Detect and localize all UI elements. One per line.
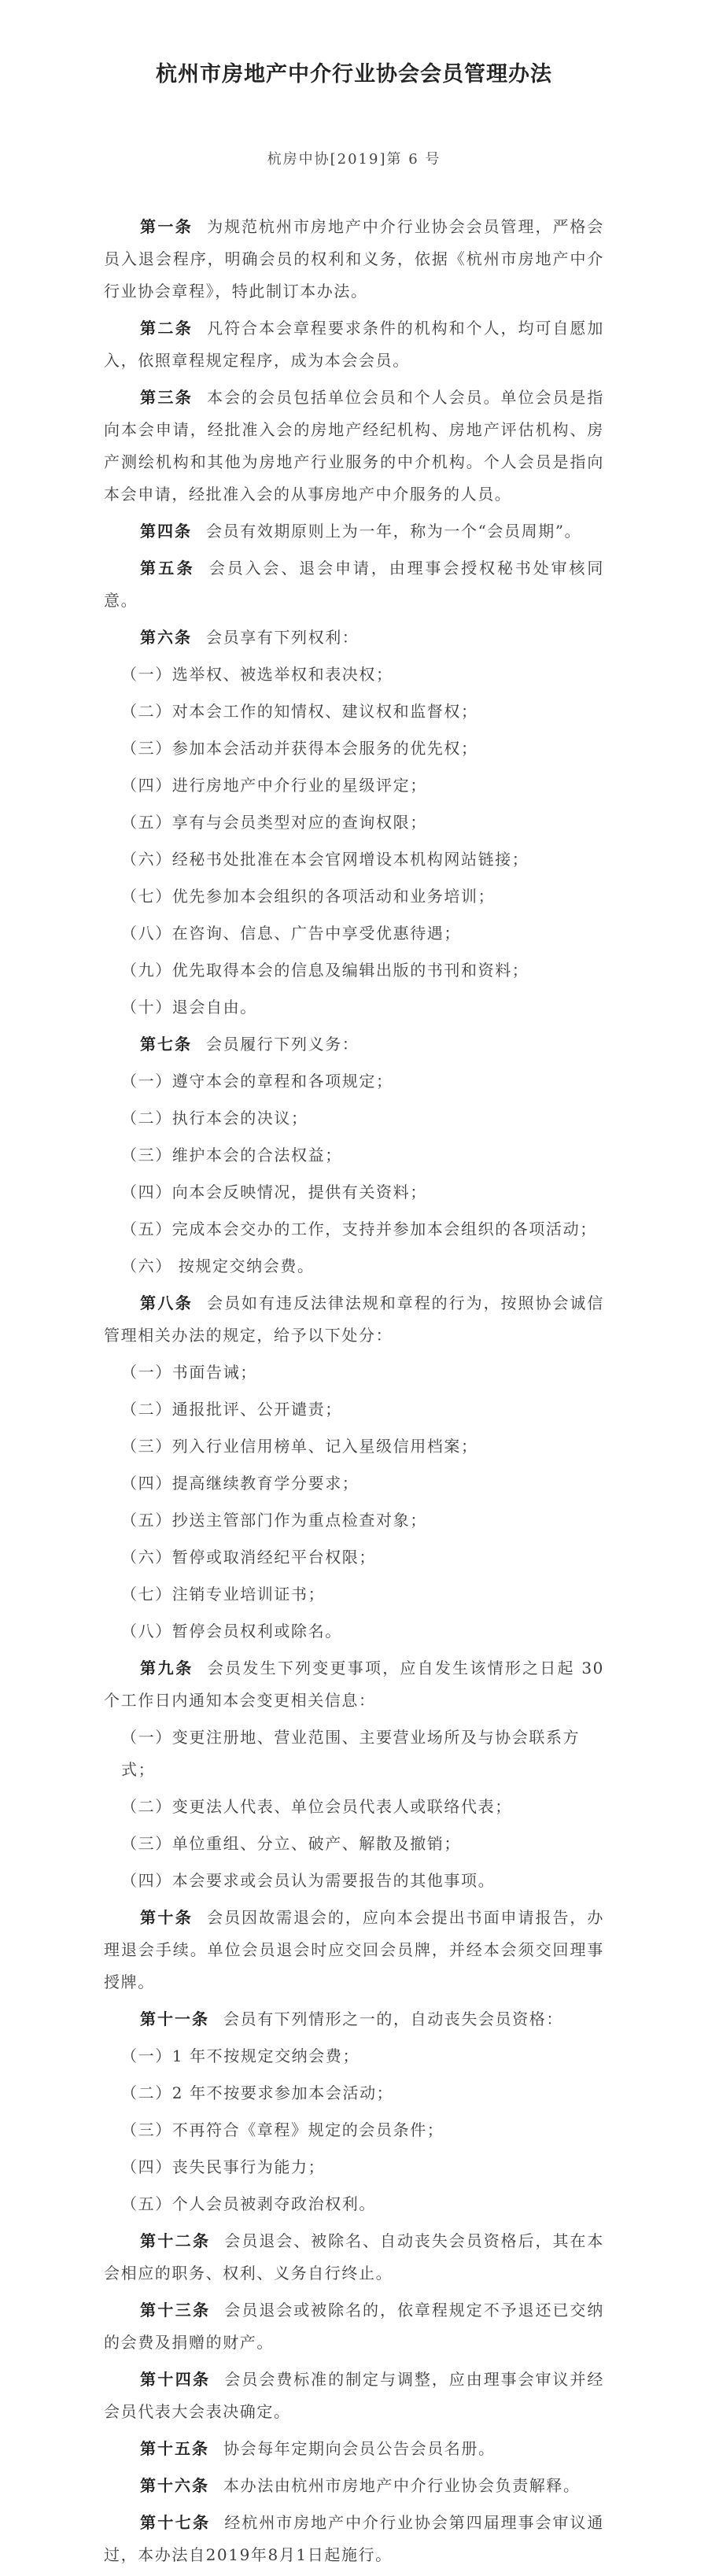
list-item: （一）书面告诫；: [121, 1363, 257, 1382]
article-text: 会员退会、被除名、自动丧失会员资格后，其在本会相应的职务、权利、义务自行终止。: [104, 2231, 605, 2283]
article-label: 第十七条: [140, 2513, 211, 2532]
article-3: [104, 382, 604, 511]
list-item: （七）优先参加本会组织的各项活动和业务培训；: [121, 887, 496, 906]
article-label: 第一条: [140, 217, 194, 236]
list-item: （三）参加本会活动并获得本会服务的优先权；: [121, 739, 478, 758]
list-item: （六） 按规定交纳会费。: [121, 1257, 315, 1275]
article-label: 第二条: [140, 319, 194, 338]
list-item: （五）享有与会员类型对应的查询权限；: [121, 813, 427, 832]
article-text: 会员退会或被除名的，依章程规定不予退还已交纳的会费及捐赠的财产。: [104, 2301, 605, 2352]
list-item: （一）选举权、被选举权和表决权；: [121, 665, 393, 684]
list-item: （三）不再符合《章程》规定的会员条件；: [121, 2120, 444, 2139]
article-label: 第十六条: [140, 2476, 209, 2495]
list-item: （三）列入行业信用榜单、记入星级信用档案；: [121, 1437, 478, 1456]
article-11: [104, 2003, 604, 2035]
list-item: （五）完成本会交办的工作，支持并参加本会组织的各项活动；: [121, 1220, 597, 1238]
article-text: 会员有下列情形之一的，自动丧失会员资格：: [223, 2010, 563, 2028]
list-item: （二）执行本会的决议；: [121, 1109, 308, 1127]
article-label: 第十四条: [140, 2370, 211, 2389]
article-1: [104, 211, 604, 308]
article-text: 会员入会、退会申请，由理事会授权秘书处审核同意。: [104, 559, 605, 610]
list-item: （二）对本会工作的知情权、建议权和监督权；: [121, 702, 478, 721]
article-15: [104, 2433, 604, 2465]
article-text: 会员因故需退会的，应向本会提出书面申请报告，办理退会手续。单位会员退会时应交回会员牌，并经本会须交回理事授牌。: [104, 1908, 604, 1991]
article-8: [104, 1287, 604, 1352]
article-16: [104, 2470, 604, 2502]
article-10: [104, 1902, 604, 1998]
list-item: （一）变更注册地、营业范围、主要营业场所及与协会联系方式；: [121, 1728, 581, 1779]
list-item: （八）在咨询、信息、广告中享受优惠待遇；: [121, 924, 461, 943]
list-item: （九）优先取得本会的信息及编辑出版的书刊和资料；: [121, 961, 529, 980]
article-text: 会员有效期原则上为一年，称为一个“会员周期”。: [206, 522, 582, 541]
list-item: （十）退会自由。: [121, 998, 257, 1017]
article-label: 第七条: [140, 1035, 192, 1054]
article-text: 会员如有违反法律法规和章程的行为，按照协会诚信管理相关办法的规定，给予以下处分：: [104, 1294, 604, 1345]
list-item: （一）遵守本会的章程和各项规定；: [121, 1072, 393, 1091]
article-text: 本办法由杭州市房地产中介行业协会负责解释。: [223, 2476, 581, 2495]
article-label: 第八条: [140, 1294, 194, 1312]
article-label: 第十三条: [140, 2301, 211, 2320]
article-text: 协会每年定期向会员公告会员名册。: [223, 2439, 496, 2458]
article-text: 会员履行下列义务：: [206, 1035, 360, 1054]
article-12: [104, 2225, 604, 2290]
article-text: 凡符合本会章程要求条件的机构和个人，均可自愿加入，依照章程规定程序，成为本会会员。: [104, 319, 604, 370]
article-6: [104, 622, 604, 654]
article-4: [104, 515, 604, 548]
list-item: （三）维护本会的合法权益；: [121, 1146, 342, 1164]
list-item: （二）2 年不按要求参加本会活动；: [121, 2083, 394, 2102]
article-label: 第四条: [140, 522, 192, 541]
article-14: [104, 2364, 604, 2428]
list-item: （四）本会要求或会员认为需要报告的其他事项。: [121, 1871, 496, 1890]
document-title: 杭州市房地产中介行业协会会员管理办法: [156, 62, 552, 87]
list-item: （八）暂停会员权利或除名。: [121, 1622, 342, 1640]
list-item: （三）单位重组、分立、破产、解散及撤销；: [121, 1834, 461, 1853]
article-13: [104, 2294, 604, 2359]
article-label: 第三条: [140, 388, 194, 407]
article-text: 经杭州市房地产中介行业协会第四届理事会审议通过，本办法自2019年8月1日起施行。: [104, 2513, 605, 2564]
article-text: 会员会费标准的制定与调整，应由理事会审议并经会员代表大会表决确定。: [104, 2370, 605, 2421]
article-text: 为规范杭州市房地产中介行业协会会员管理，严格会员入退会程序，明确会员的权利和义务，依据《杭州市房地产中介行业协会章程》，特此制订本办法。: [104, 217, 604, 301]
article-label: 第十一条: [140, 2010, 209, 2028]
document-body: [104, 211, 604, 2576]
list-item: （四）进行房地产中介行业的星级评定；: [121, 776, 427, 795]
article-label: 第五条: [140, 559, 195, 578]
list-item: （五）个人会员被剥夺政治权利。: [121, 2194, 376, 2213]
list-item: （四）丧失民事行为能力；: [121, 2157, 326, 2176]
article-label: 第十二条: [140, 2231, 211, 2250]
article-label: 第十条: [140, 1908, 194, 1927]
list-item: （四）向本会反映情况，提供有关资料；: [121, 1183, 427, 1201]
list-item: （七）注销专业培训证书；: [121, 1585, 326, 1604]
list-item: （六）暂停或取消经纪平台权限；: [121, 1548, 376, 1567]
article-2: [104, 312, 604, 377]
list-item: （四）提高继续教育学分要求；: [121, 1474, 360, 1493]
article-5: [104, 552, 604, 617]
article-label: 第九条: [140, 1659, 194, 1677]
article-text: 会员发生下列变更事项，应自发生该情形之日起 30 个工作日内通知本会变更相关信息：: [104, 1659, 604, 1710]
list-item: （一）1 年不按规定交纳会费；: [121, 2046, 360, 2065]
article-text: 本会的会员包括单位会员和个人会员。单位会员是指向本会申请，经批准入会的房地产经纪机构、房地产评估机构、房产测绘机构和其他为房地产行业服务的中介机构。个人会员是指向本会申请，经批准入会的从事房地产中介服务的人员。: [104, 388, 604, 504]
article-text: 会员享有下列权利：: [206, 628, 360, 647]
list-item: （六）经秘书处批准在本会官网增设本机构网站链接；: [121, 850, 529, 869]
article-label: 第六条: [140, 628, 192, 647]
article-7: [104, 1028, 604, 1061]
article-17: [104, 2507, 604, 2571]
list-item: （五）抄送主管部门作为重点检查对象；: [121, 1511, 427, 1530]
list-item: （二）通报批评、公开谴责；: [121, 1400, 342, 1419]
article-label: 第十五条: [140, 2439, 209, 2458]
list-item: （二）变更法人代表、单位会员代表人或联络代表；: [121, 1797, 512, 1816]
article-9: [104, 1652, 604, 1717]
document-number: 杭房中协[2019]第 6 号: [267, 151, 441, 168]
